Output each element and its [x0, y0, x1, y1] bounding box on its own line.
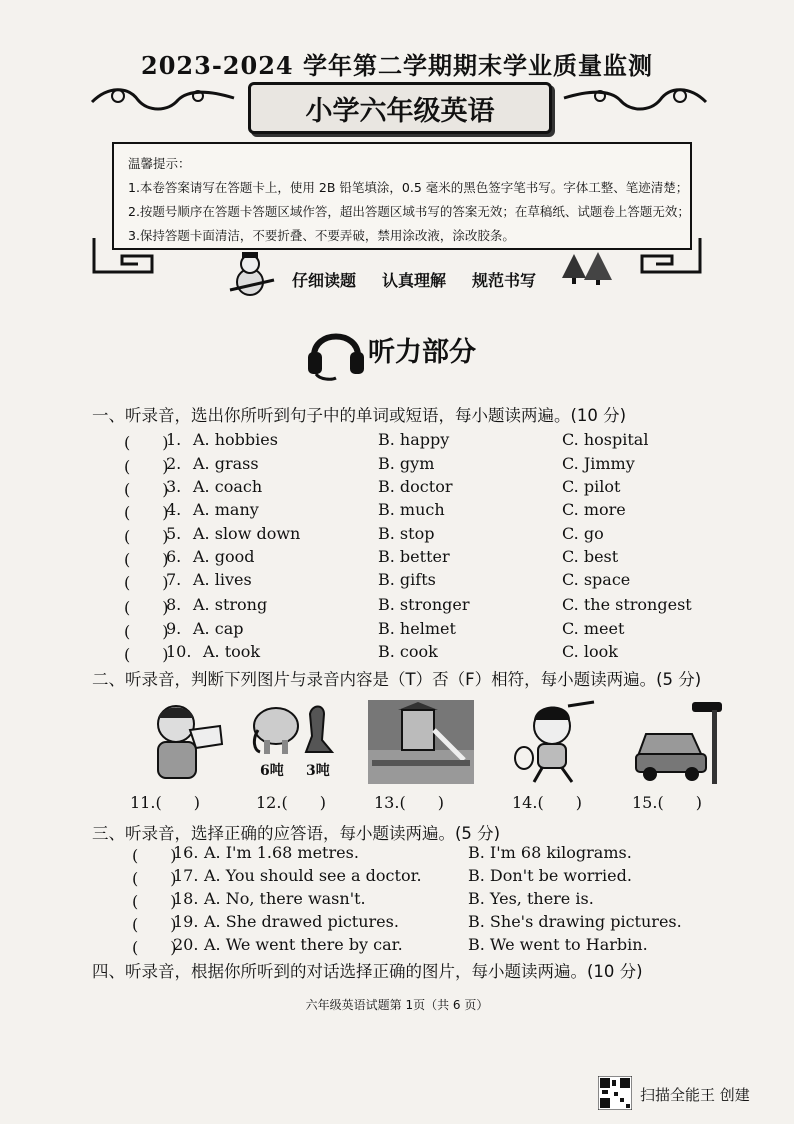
answer-blank[interactable]: ( ) — [124, 645, 169, 664]
trees-icon — [560, 250, 616, 286]
question-row — [0, 595, 794, 617]
option-c: C. hospital — [562, 430, 649, 449]
motto-1: 仔细读题 — [292, 271, 357, 290]
option-a: A. strong — [193, 595, 268, 614]
answer-blank[interactable]: ( ) — [124, 503, 169, 522]
question-row — [0, 889, 794, 911]
option-a: A. grass — [193, 454, 259, 473]
answer-blank[interactable]: ( ) — [124, 527, 169, 546]
question-row — [0, 843, 794, 865]
option-b: B. Yes, there is. — [468, 889, 594, 908]
dinosaur-weight-label: 3吨 — [306, 763, 330, 779]
elephant-dinosaur-picture — [248, 700, 340, 758]
option-c: C. pilot — [562, 477, 621, 496]
picture-label-14[interactable]: 14.( ) — [512, 793, 582, 812]
option-a: A. We went there by car. — [204, 935, 403, 954]
answer-blank[interactable]: ( ) — [132, 869, 177, 888]
headphones-icon — [306, 318, 366, 382]
option-c: C. Jimmy — [562, 454, 635, 473]
question-number: 9. — [166, 619, 182, 638]
option-b: B. helmet — [378, 619, 456, 638]
question-number: 10. — [166, 642, 192, 661]
question-row — [0, 477, 794, 499]
option-a: A. You should see a doctor. — [204, 866, 422, 885]
option-b: B. doctor — [378, 477, 453, 496]
option-c: C. more — [562, 500, 626, 519]
picture-label-12[interactable]: 12.( ) — [256, 793, 326, 812]
girl-badminton-picture — [512, 700, 602, 784]
question-row — [0, 935, 794, 957]
question-row — [0, 570, 794, 592]
answer-blank[interactable]: ( ) — [132, 892, 177, 911]
elephant-weight-label: 6吨 — [260, 763, 284, 779]
question-row — [0, 524, 794, 546]
option-b: B. We went to Harbin. — [468, 935, 648, 954]
section-title-listening: 听力部分 — [368, 337, 476, 368]
option-b: B. Don't be worried. — [468, 866, 632, 885]
tip-line-1: 1.本卷答案请写在答题卡上，使用 2B 铅笔填涂，0.5 毫米的黑色签字笔书写。字体工整、笔迹清楚； — [128, 180, 689, 195]
tip-line-3: 3.保持答题卡面清洁，不要折叠、不要弄破，禁用涂改液，涂改胶条。 — [128, 228, 515, 243]
boy-sneezing-picture — [140, 700, 226, 784]
part4-heading: 四、听录音，根据你所听到的对话选择正确的图片，每小题读两遍。(10 分) — [92, 962, 643, 981]
playground-picture — [368, 700, 474, 784]
exam-subtitle: 小学六年级英语 — [248, 82, 552, 134]
option-b: B. better — [378, 547, 450, 566]
option-a: A. She drawed pictures. — [204, 912, 399, 931]
option-c: C. the strongest — [562, 595, 692, 614]
answer-blank[interactable]: ( ) — [132, 938, 177, 957]
answer-blank[interactable]: ( ) — [124, 457, 169, 476]
question-row — [0, 454, 794, 476]
option-a: A. No, there wasn't. — [204, 889, 366, 908]
answer-blank[interactable]: ( ) — [124, 433, 169, 452]
snowman-icon — [226, 250, 278, 298]
question-number: 20. — [173, 935, 199, 954]
right-key-border — [634, 236, 704, 276]
option-b: B. gifts — [378, 570, 436, 589]
question-row — [0, 500, 794, 522]
option-c: C. space — [562, 570, 631, 589]
option-b: B. She's drawing pictures. — [468, 912, 682, 931]
question-row — [0, 642, 794, 664]
answer-blank[interactable]: ( ) — [124, 622, 169, 641]
option-a: A. coach — [193, 477, 263, 496]
answer-blank[interactable]: ( ) — [132, 846, 177, 865]
answer-blank[interactable]: ( ) — [124, 480, 169, 499]
picture-label-15[interactable]: 15.( ) — [632, 793, 702, 812]
option-b: B. cook — [378, 642, 438, 661]
answer-blank[interactable]: ( ) — [132, 915, 177, 934]
option-a: A. cap — [193, 619, 244, 638]
part3-heading: 三、听录音，选择正确的应答语，每小题读两遍。(5 分) — [92, 824, 501, 843]
motto-3: 规范书写 — [472, 271, 537, 290]
option-b: B. I'm 68 kilograms. — [468, 843, 632, 862]
car-traffic-light-picture — [632, 700, 726, 784]
question-row — [0, 912, 794, 934]
option-b: B. gym — [378, 454, 435, 473]
question-number: 4. — [166, 500, 182, 519]
picture-label-13[interactable]: 13.( ) — [374, 793, 444, 812]
option-b: B. stronger — [378, 595, 470, 614]
question-number: 5. — [166, 524, 182, 543]
tip-line-2: 2.按题号顺序在答题卡答题区域作答，超出答题区域书写的答案无效；在草稿纸、试题卷上答题无效； — [128, 204, 690, 219]
question-number: 1. — [166, 430, 182, 449]
option-a: A. hobbies — [193, 430, 278, 449]
part1-heading: 一、听录音，选出你所听到句子中的单词或短语，每小题读两遍。(10 分) — [92, 406, 627, 425]
question-number: 18. — [173, 889, 199, 908]
question-number: 8. — [166, 595, 182, 614]
option-a: A. good — [193, 547, 255, 566]
answer-blank[interactable]: ( ) — [124, 598, 169, 617]
option-c: C. best — [562, 547, 619, 566]
left-swirl-ornament — [88, 82, 238, 118]
question-number: 2. — [166, 454, 182, 473]
question-row — [0, 547, 794, 569]
option-a: A. many — [193, 500, 259, 519]
option-b: B. much — [378, 500, 445, 519]
option-b: B. stop — [378, 524, 435, 543]
option-c: C. go — [562, 524, 604, 543]
scanner-watermark: 扫描全能王 创建 — [640, 1086, 750, 1104]
answer-blank[interactable]: ( ) — [124, 550, 169, 569]
option-c: C. meet — [562, 619, 625, 638]
right-swirl-ornament — [560, 82, 710, 118]
question-number: 6. — [166, 547, 182, 566]
option-a: A. slow down — [193, 524, 301, 543]
motto-2: 认真理解 — [382, 271, 447, 290]
option-c: C. look — [562, 642, 618, 661]
option-b: B. happy — [378, 430, 450, 449]
exam-title: 2023-2024 学年第二学期期末学业质量监测 — [141, 51, 653, 80]
question-number: 3. — [166, 477, 182, 496]
page-footer: 六年级英语试题第 1页（共 6 页） — [305, 998, 489, 1012]
part2-heading: 二、听录音，判断下列图片与录音内容是（T）否（F）相符，每小题读两遍。(5 分) — [92, 670, 702, 689]
question-number: 17. — [173, 866, 199, 885]
answer-blank[interactable]: ( ) — [124, 573, 169, 592]
question-row — [0, 430, 794, 452]
option-a: A. lives — [193, 570, 252, 589]
left-key-border — [92, 236, 162, 276]
question-number: 16. — [173, 843, 199, 862]
qr-code-icon — [598, 1076, 632, 1110]
tips-heading: 温馨提示： — [128, 156, 191, 171]
question-row — [0, 866, 794, 888]
option-a: A. I'm 1.68 metres. — [204, 843, 359, 862]
tips-box — [112, 142, 692, 250]
question-row — [0, 619, 794, 641]
option-a: A. took — [203, 642, 261, 661]
question-number: 7. — [166, 570, 182, 589]
question-number: 19. — [173, 912, 199, 931]
picture-label-11[interactable]: 11.( ) — [130, 793, 200, 812]
